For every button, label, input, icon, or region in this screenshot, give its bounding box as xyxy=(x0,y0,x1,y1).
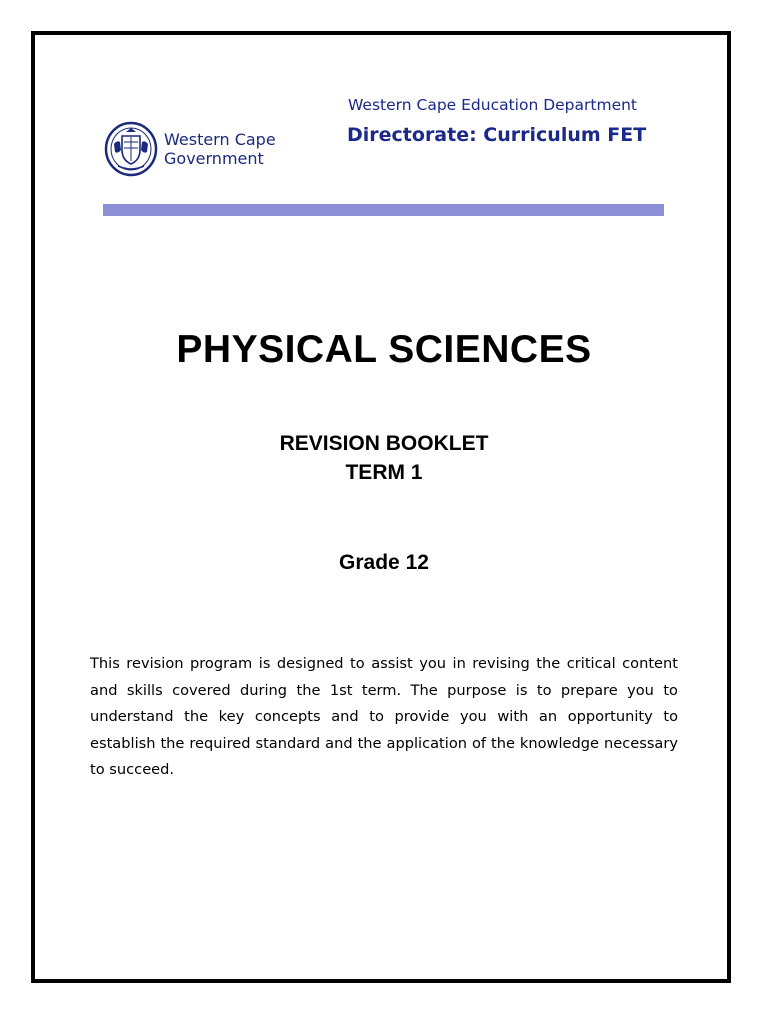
department-name: Western Cape Education Department xyxy=(348,96,638,114)
term-subtitle: TERM 1 xyxy=(345,461,423,484)
grade-label: Grade 12 xyxy=(339,551,429,574)
western-cape-government-logo xyxy=(104,120,276,178)
logo-wordmark xyxy=(164,130,276,168)
header-divider xyxy=(103,204,664,216)
coat-of-arms-icon xyxy=(104,120,158,178)
directorate-name: Directorate: Curriculum FET xyxy=(347,124,647,146)
logo-line-2: Government xyxy=(164,149,264,168)
booklet-subtitle: REVISION BOOKLET xyxy=(279,432,489,455)
intro-paragraph: This revision program is designed to assist you in revising the critical content and skills covered during the 1st term. The purpose is to prepare you to understand the key concepts and to provide you with an opportunity to establish the required standard and the application of the knowledge necessary to succeed. xyxy=(90,655,678,778)
logo-line-1: Western Cape xyxy=(164,130,276,149)
page-title: PHYSICAL SCIENCES xyxy=(176,328,592,371)
